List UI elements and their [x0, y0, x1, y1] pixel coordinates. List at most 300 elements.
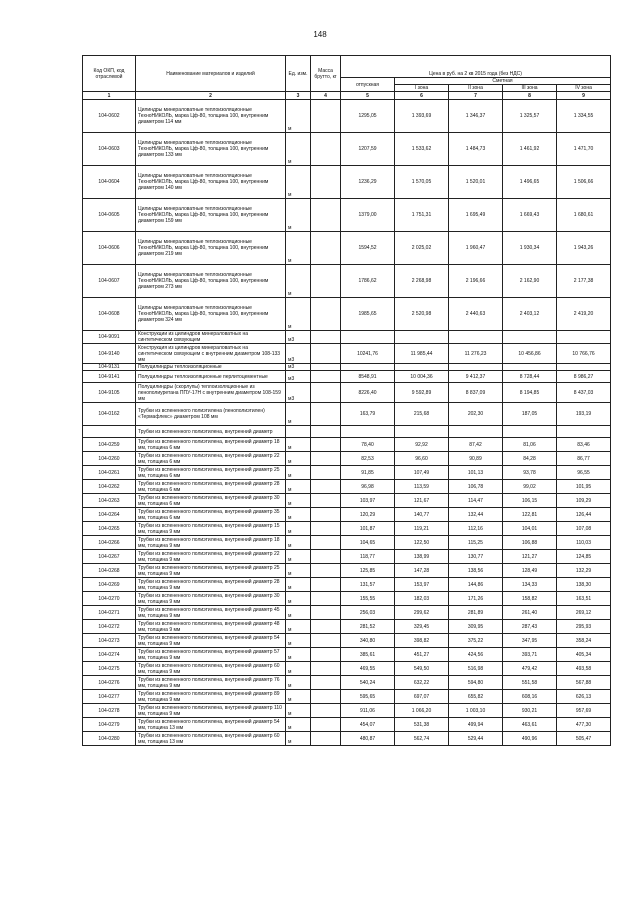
- item-name: Цилиндры минераловатные теплоизоляционные ТехноНИКОЛЬ, марка Цф-80, толщина 100, внутренним диаметром 140 мм: [136, 166, 286, 199]
- header-mass: Масса брутто, кг: [311, 56, 341, 92]
- release-price: 155,55: [341, 592, 395, 606]
- release-price: 78,40: [341, 438, 395, 452]
- release-price: 118,77: [341, 550, 395, 564]
- zone-1-price: 9 592,89: [395, 383, 449, 403]
- item-name: Конструкции из цилиндров минераловатных на синтетическом связующем: [136, 331, 286, 344]
- zone-2-price: 8 837,09: [449, 383, 503, 403]
- zone-4-price: 1 680,61: [557, 199, 611, 232]
- zone-2-price: [449, 426, 503, 438]
- zone-3-price: 930,21: [503, 704, 557, 718]
- item-unit: [286, 426, 311, 438]
- column-number: 7: [449, 92, 503, 100]
- item-mass: [311, 466, 341, 480]
- item-code: 104-0607: [83, 265, 136, 298]
- release-price: 8548,91: [341, 371, 395, 383]
- item-mass: [311, 438, 341, 452]
- zone-2-price: 106,78: [449, 480, 503, 494]
- item-code: 104-0275: [83, 662, 136, 676]
- item-mass: [311, 634, 341, 648]
- zone-3-price: 10 456,86: [503, 344, 557, 364]
- item-unit: м: [286, 298, 311, 331]
- item-name: Полуцилиндры теплоизоляционные перлитоцементные: [136, 371, 286, 383]
- item-mass: [311, 426, 341, 438]
- table-body: [83, 100, 611, 746]
- zone-2-price: 529,44: [449, 732, 503, 746]
- item-mass: [311, 662, 341, 676]
- zone-4-price: 101,95: [557, 480, 611, 494]
- item-mass: [311, 265, 341, 298]
- item-unit: м3: [286, 364, 311, 371]
- header-release: отпускная: [341, 78, 395, 92]
- item-name: Трубки из вспененного полиэтилена, внутренний диаметр: [136, 426, 286, 438]
- item-unit: м: [286, 494, 311, 508]
- zone-3-price: 121,27: [503, 550, 557, 564]
- table-row: [83, 364, 611, 371]
- zone-4-price: 1 943,26: [557, 232, 611, 265]
- zone-1-price: 2 520,98: [395, 298, 449, 331]
- item-mass: [311, 620, 341, 634]
- zone-3-price: 8 728,44: [503, 371, 557, 383]
- item-name: Цилиндры минераловатные теплоизоляционные ТехноНИКОЛЬ, марка Цф-80, толщина 100, внутренним диаметром 133 мм: [136, 133, 286, 166]
- table-row: [83, 438, 611, 452]
- zone-4-price: 132,29: [557, 564, 611, 578]
- item-code: 104-9105: [83, 383, 136, 403]
- item-mass: [311, 718, 341, 732]
- zone-2-price: 424,56: [449, 648, 503, 662]
- item-unit: м: [286, 550, 311, 564]
- item-unit: м: [286, 648, 311, 662]
- zone-2-price: 1 346,37: [449, 100, 503, 133]
- zone-1-price: 2 025,02: [395, 232, 449, 265]
- table-row: [83, 199, 611, 232]
- release-price: 1207,59: [341, 133, 395, 166]
- item-mass: [311, 606, 341, 620]
- zone-1-price: 549,50: [395, 662, 449, 676]
- item-code: 104-0265: [83, 522, 136, 536]
- item-mass: [311, 133, 341, 166]
- header-code: Код ОКП, код отраслевой: [83, 56, 136, 92]
- item-code: 104-0259: [83, 438, 136, 452]
- item-code: 104-0603: [83, 133, 136, 166]
- item-name: Полуцилиндры (скорлупы) теплоизоляционные из пенополиуретана ППУ-17Н с внутренним диаметром 108-159 мм: [136, 383, 286, 403]
- zone-4-price: 957,69: [557, 704, 611, 718]
- zone-1-price: 147,28: [395, 564, 449, 578]
- zone-1-price: 1 751,31: [395, 199, 449, 232]
- release-price: 103,97: [341, 494, 395, 508]
- item-mass: [311, 508, 341, 522]
- item-mass: [311, 452, 341, 466]
- release-price: 1594,52: [341, 232, 395, 265]
- table-row: [83, 344, 611, 364]
- zone-1-price: 113,59: [395, 480, 449, 494]
- item-unit: м: [286, 480, 311, 494]
- item-name: Трубки из вспененного полиэтилена, внутренний диаметр 57 мм, толщина 9 мм: [136, 648, 286, 662]
- zone-3-price: 1 669,43: [503, 199, 557, 232]
- item-code: 104-0264: [83, 508, 136, 522]
- zone-4-price: 83,46: [557, 438, 611, 452]
- item-code: 104-0278: [83, 704, 136, 718]
- item-code: 104-0605: [83, 199, 136, 232]
- item-name: Трубки из вспененного полиэтилена, внутренний диаметр 30 мм, толщина 9 мм: [136, 592, 286, 606]
- zone-2-price: [449, 331, 503, 344]
- zone-2-price: 1 003,10: [449, 704, 503, 718]
- release-price: 82,53: [341, 452, 395, 466]
- zone-3-price: 93,78: [503, 466, 557, 480]
- zone-4-price: 405,34: [557, 648, 611, 662]
- zone-1-price: 11 985,44: [395, 344, 449, 364]
- release-price: 1379,00: [341, 199, 395, 232]
- header-zone-1: I зона: [395, 85, 449, 92]
- item-mass: [311, 732, 341, 746]
- item-code: 104-0280: [83, 732, 136, 746]
- zone-2-price: 11 276,23: [449, 344, 503, 364]
- item-unit: м: [286, 133, 311, 166]
- item-name: Трубки из вспененного полиэтилена, внутренний диаметр 54 мм, толщина 13 мм: [136, 718, 286, 732]
- item-code: 104-0263: [83, 494, 136, 508]
- zone-4-price: 567,88: [557, 676, 611, 690]
- item-name: Трубки из вспененного полиэтилена, внутренний диаметр 35 мм, толщина 6 мм: [136, 508, 286, 522]
- release-price: 101,87: [341, 522, 395, 536]
- item-mass: [311, 676, 341, 690]
- zone-4-price: 505,47: [557, 732, 611, 746]
- table-row: [83, 550, 611, 564]
- release-price: [341, 364, 395, 371]
- zone-3-price: 608,16: [503, 690, 557, 704]
- table-row: [83, 265, 611, 298]
- table-row: [83, 426, 611, 438]
- item-code: 104-0260: [83, 452, 136, 466]
- zone-2-price: 202,30: [449, 403, 503, 426]
- zone-2-price: 132,44: [449, 508, 503, 522]
- item-name: Трубки из вспененного полиэтилена, внутренний диаметр 45 мм, толщина 9 мм: [136, 606, 286, 620]
- item-mass: [311, 344, 341, 364]
- item-mass: [311, 704, 341, 718]
- zone-4-price: 10 766,76: [557, 344, 611, 364]
- release-price: 10241,76: [341, 344, 395, 364]
- item-unit: м3: [286, 344, 311, 364]
- item-name: Трубки из вспененного полиэтилена, внутренний диаметр 18 мм, толщина 9 мм: [136, 536, 286, 550]
- release-price: 595,65: [341, 690, 395, 704]
- zone-2-price: 281,89: [449, 606, 503, 620]
- item-mass: [311, 403, 341, 426]
- item-mass: [311, 550, 341, 564]
- item-name: Трубки из вспененного полиэтилена, внутренний диаметр 18 мм, толщина 6 мм: [136, 438, 286, 452]
- item-mass: [311, 648, 341, 662]
- zone-1-price: 1 533,62: [395, 133, 449, 166]
- zone-1-price: 451,27: [395, 648, 449, 662]
- column-number: 6: [395, 92, 449, 100]
- item-mass: [311, 232, 341, 265]
- zone-3-price: 2 403,12: [503, 298, 557, 331]
- zone-2-price: 309,95: [449, 620, 503, 634]
- table-row: [83, 662, 611, 676]
- item-mass: [311, 371, 341, 383]
- item-code: 104-0274: [83, 648, 136, 662]
- item-code: 104-0261: [83, 466, 136, 480]
- item-unit: м: [286, 690, 311, 704]
- zone-4-price: 126,44: [557, 508, 611, 522]
- item-name: Трубки из вспененного полиэтилена, внутренний диаметр 48 мм, толщина 9 мм: [136, 620, 286, 634]
- header-zone-4: IV зона: [557, 85, 611, 92]
- zone-1-price: 398,82: [395, 634, 449, 648]
- zone-4-price: 86,77: [557, 452, 611, 466]
- release-price: 163,79: [341, 403, 395, 426]
- zone-2-price: 499,94: [449, 718, 503, 732]
- header-name: Наименование материалов и изделий: [136, 56, 286, 92]
- item-unit: м: [286, 704, 311, 718]
- header-price-title: Цена в руб. на 2 кв 2015 года (без НДС): [341, 56, 611, 78]
- item-name: Трубки из вспененного полиэтилена, внутренний диаметр 22 мм, толщина 6 мм: [136, 452, 286, 466]
- item-code: 104-0271: [83, 606, 136, 620]
- release-price: 120,29: [341, 508, 395, 522]
- zone-4-price: 295,93: [557, 620, 611, 634]
- zone-2-price: 1 960,47: [449, 232, 503, 265]
- item-mass: [311, 166, 341, 199]
- zone-2-price: 87,42: [449, 438, 503, 452]
- zone-4-price: [557, 331, 611, 344]
- item-unit: м: [286, 452, 311, 466]
- item-unit: м3: [286, 371, 311, 383]
- zone-3-price: 490,96: [503, 732, 557, 746]
- zone-4-price: 2 177,38: [557, 265, 611, 298]
- item-name: Полуцилиндры теплоизоляционные: [136, 364, 286, 371]
- release-price: 104,65: [341, 536, 395, 550]
- item-name: Конструкция из цилиндров минераловатных на синтетическом связующем с внутренним диаметром 108-133 мм: [136, 344, 286, 364]
- zone-4-price: 138,30: [557, 578, 611, 592]
- zone-3-price: 128,49: [503, 564, 557, 578]
- item-code: 104-0277: [83, 690, 136, 704]
- zone-2-price: 9 412,37: [449, 371, 503, 383]
- item-unit: м3: [286, 331, 311, 344]
- item-unit: м: [286, 508, 311, 522]
- item-mass: [311, 494, 341, 508]
- item-unit: м: [286, 265, 311, 298]
- item-unit: м: [286, 199, 311, 232]
- item-unit: м: [286, 662, 311, 676]
- release-price: 385,61: [341, 648, 395, 662]
- zone-2-price: 516,98: [449, 662, 503, 676]
- release-price: [341, 426, 395, 438]
- zone-1-price: 562,74: [395, 732, 449, 746]
- release-price: 911,06: [341, 704, 395, 718]
- zone-1-price: 10 004,36: [395, 371, 449, 383]
- zone-1-price: 299,62: [395, 606, 449, 620]
- item-name: Трубки из вспененного полиэтилена, внутренний диаметр 28 мм, толщина 6 мм: [136, 480, 286, 494]
- zone-3-price: 1 461,92: [503, 133, 557, 166]
- zone-1-price: 182,03: [395, 592, 449, 606]
- zone-1-price: 122,50: [395, 536, 449, 550]
- zone-3-price: 1 496,65: [503, 166, 557, 199]
- table-row: [83, 383, 611, 403]
- zone-4-price: 8 986,27: [557, 371, 611, 383]
- zone-4-price: 358,24: [557, 634, 611, 648]
- zone-2-price: 2 440,63: [449, 298, 503, 331]
- zone-4-price: 2 419,20: [557, 298, 611, 331]
- zone-3-price: 81,06: [503, 438, 557, 452]
- zone-3-price: 479,42: [503, 662, 557, 676]
- zone-2-price: 375,22: [449, 634, 503, 648]
- zone-4-price: 109,29: [557, 494, 611, 508]
- item-unit: м: [286, 564, 311, 578]
- zone-3-price: [503, 426, 557, 438]
- item-name: Трубки из вспененного полиэтилена, внутренний диаметр 22 мм, толщина 9 мм: [136, 550, 286, 564]
- table-row: [83, 508, 611, 522]
- table-row: [83, 133, 611, 166]
- table-row: [83, 564, 611, 578]
- item-unit: м: [286, 522, 311, 536]
- item-unit: м: [286, 232, 311, 265]
- item-code: [83, 426, 136, 438]
- item-name: Цилиндры минераловатные теплоизоляционные ТехноНИКОЛЬ, марка Цф-80, толщина 100, внутренним диаметром 114 мм: [136, 100, 286, 133]
- zone-1-price: 121,67: [395, 494, 449, 508]
- table-row: [83, 620, 611, 634]
- release-price: 96,98: [341, 480, 395, 494]
- zone-2-price: 1 520,01: [449, 166, 503, 199]
- zone-3-price: 158,82: [503, 592, 557, 606]
- item-name: Цилиндры минераловатные теплоизоляционные ТехноНИКОЛЬ, марка Цф-80, толщина 100, внутренним диаметром 273 мм: [136, 265, 286, 298]
- table-row: [83, 732, 611, 746]
- item-unit: м: [286, 732, 311, 746]
- zone-4-price: 269,12: [557, 606, 611, 620]
- item-unit: м: [286, 578, 311, 592]
- zone-1-price: 215,68: [395, 403, 449, 426]
- release-price: 340,80: [341, 634, 395, 648]
- item-code: 104-0604: [83, 166, 136, 199]
- zone-3-price: 1 325,57: [503, 100, 557, 133]
- table-row: [83, 578, 611, 592]
- item-name: Трубки из вспененного полиэтилена, внутренний диаметр 89 мм, толщина 9 мм: [136, 690, 286, 704]
- release-price: 480,87: [341, 732, 395, 746]
- zone-4-price: 107,08: [557, 522, 611, 536]
- zone-3-price: 106,15: [503, 494, 557, 508]
- table-row: [83, 100, 611, 133]
- zone-4-price: 493,58: [557, 662, 611, 676]
- column-number: 4: [311, 92, 341, 100]
- item-unit: м3: [286, 383, 311, 403]
- item-code: 104-9141: [83, 371, 136, 383]
- table-row: [83, 403, 611, 426]
- item-name: Трубки из вспененного полиэтилена, внутренний диаметр 54 мм, толщина 9 мм: [136, 634, 286, 648]
- zone-2-price: [449, 364, 503, 371]
- item-unit: м: [286, 536, 311, 550]
- zone-2-price: 171,26: [449, 592, 503, 606]
- item-code: 104-0273: [83, 634, 136, 648]
- table-row: [83, 166, 611, 199]
- item-name: Трубки из вспененного полиэтилена, внутренний диаметр 76 мм, толщина 9 мм: [136, 676, 286, 690]
- header-zone-2: II зона: [449, 85, 503, 92]
- release-price: 469,55: [341, 662, 395, 676]
- item-code: 104-0602: [83, 100, 136, 133]
- table-row: [83, 480, 611, 494]
- zone-2-price: 90,89: [449, 452, 503, 466]
- table-row: [83, 232, 611, 265]
- item-code: 104-0266: [83, 536, 136, 550]
- item-mass: [311, 564, 341, 578]
- zone-1-price: 1 393,69: [395, 100, 449, 133]
- item-mass: [311, 578, 341, 592]
- zone-1-price: 329,45: [395, 620, 449, 634]
- zone-3-price: 393,71: [503, 648, 557, 662]
- item-mass: [311, 364, 341, 371]
- release-price: 91,85: [341, 466, 395, 480]
- item-code: 104-0262: [83, 480, 136, 494]
- zone-3-price: 134,33: [503, 578, 557, 592]
- zone-2-price: 138,56: [449, 564, 503, 578]
- item-mass: [311, 100, 341, 133]
- item-unit: м: [286, 403, 311, 426]
- zone-2-price: 101,13: [449, 466, 503, 480]
- table-row: [83, 690, 611, 704]
- table-row: [83, 606, 611, 620]
- item-mass: [311, 536, 341, 550]
- zone-4-price: 193,19: [557, 403, 611, 426]
- zone-4-price: 8 437,03: [557, 383, 611, 403]
- item-unit: м: [286, 620, 311, 634]
- table-row: [83, 704, 611, 718]
- zone-4-price: 1 471,70: [557, 133, 611, 166]
- zone-1-price: 107,49: [395, 466, 449, 480]
- zone-3-price: 122,81: [503, 508, 557, 522]
- item-code: 104-9091: [83, 331, 136, 344]
- item-name: Трубки из вспененного полиэтилена, внутренний диаметр 60 мм, толщина 9 мм: [136, 662, 286, 676]
- item-name: Трубки из вспененного полиэтилена, внутренний диаметр 25 мм, толщина 6 мм: [136, 466, 286, 480]
- item-unit: м: [286, 606, 311, 620]
- zone-1-price: 1 066,20: [395, 704, 449, 718]
- zone-3-price: 551,58: [503, 676, 557, 690]
- zone-3-price: [503, 331, 557, 344]
- zone-3-price: 104,01: [503, 522, 557, 536]
- zone-1-price: [395, 331, 449, 344]
- column-number: 5: [341, 92, 395, 100]
- item-name: Трубки из вспененного полиэтилена, внутренний диаметр 15 мм, толщина 9 мм: [136, 522, 286, 536]
- zone-3-price: 99,02: [503, 480, 557, 494]
- item-code: 104-9140: [83, 344, 136, 364]
- release-price: 540,24: [341, 676, 395, 690]
- price-table: [82, 55, 611, 746]
- table-row: [83, 331, 611, 344]
- page-number: 148: [313, 30, 327, 39]
- item-mass: [311, 592, 341, 606]
- item-name: Трубки из вспененного полиэтилена, внутренний диаметр 30 мм, толщина 6 мм: [136, 494, 286, 508]
- zone-4-price: 110,03: [557, 536, 611, 550]
- item-mass: [311, 298, 341, 331]
- zone-1-price: 138,99: [395, 550, 449, 564]
- zone-3-price: 463,61: [503, 718, 557, 732]
- item-unit: м: [286, 438, 311, 452]
- zone-4-price: 477,30: [557, 718, 611, 732]
- zone-1-price: [395, 426, 449, 438]
- zone-4-price: [557, 426, 611, 438]
- zone-3-price: 187,05: [503, 403, 557, 426]
- zone-4-price: 626,13: [557, 690, 611, 704]
- zone-1-price: 153,97: [395, 578, 449, 592]
- release-price: 454,07: [341, 718, 395, 732]
- item-unit: м: [286, 166, 311, 199]
- item-name: Трубки из вспененного полиэтилена (пенополиэтилен) «Термафлекс» диаметром 108 мм: [136, 403, 286, 426]
- zone-3-price: 2 162,90: [503, 265, 557, 298]
- zone-2-price: 114,47: [449, 494, 503, 508]
- zone-1-price: 92,92: [395, 438, 449, 452]
- zone-4-price: 163,51: [557, 592, 611, 606]
- table-row: [83, 494, 611, 508]
- item-mass: [311, 383, 341, 403]
- item-mass: [311, 199, 341, 232]
- zone-2-price: 1 484,73: [449, 133, 503, 166]
- item-name: Трубки из вспененного полиэтилена, внутренний диаметр 28 мм, толщина 9 мм: [136, 578, 286, 592]
- zone-2-price: 594,80: [449, 676, 503, 690]
- zone-1-price: [395, 364, 449, 371]
- release-price: 1985,65: [341, 298, 395, 331]
